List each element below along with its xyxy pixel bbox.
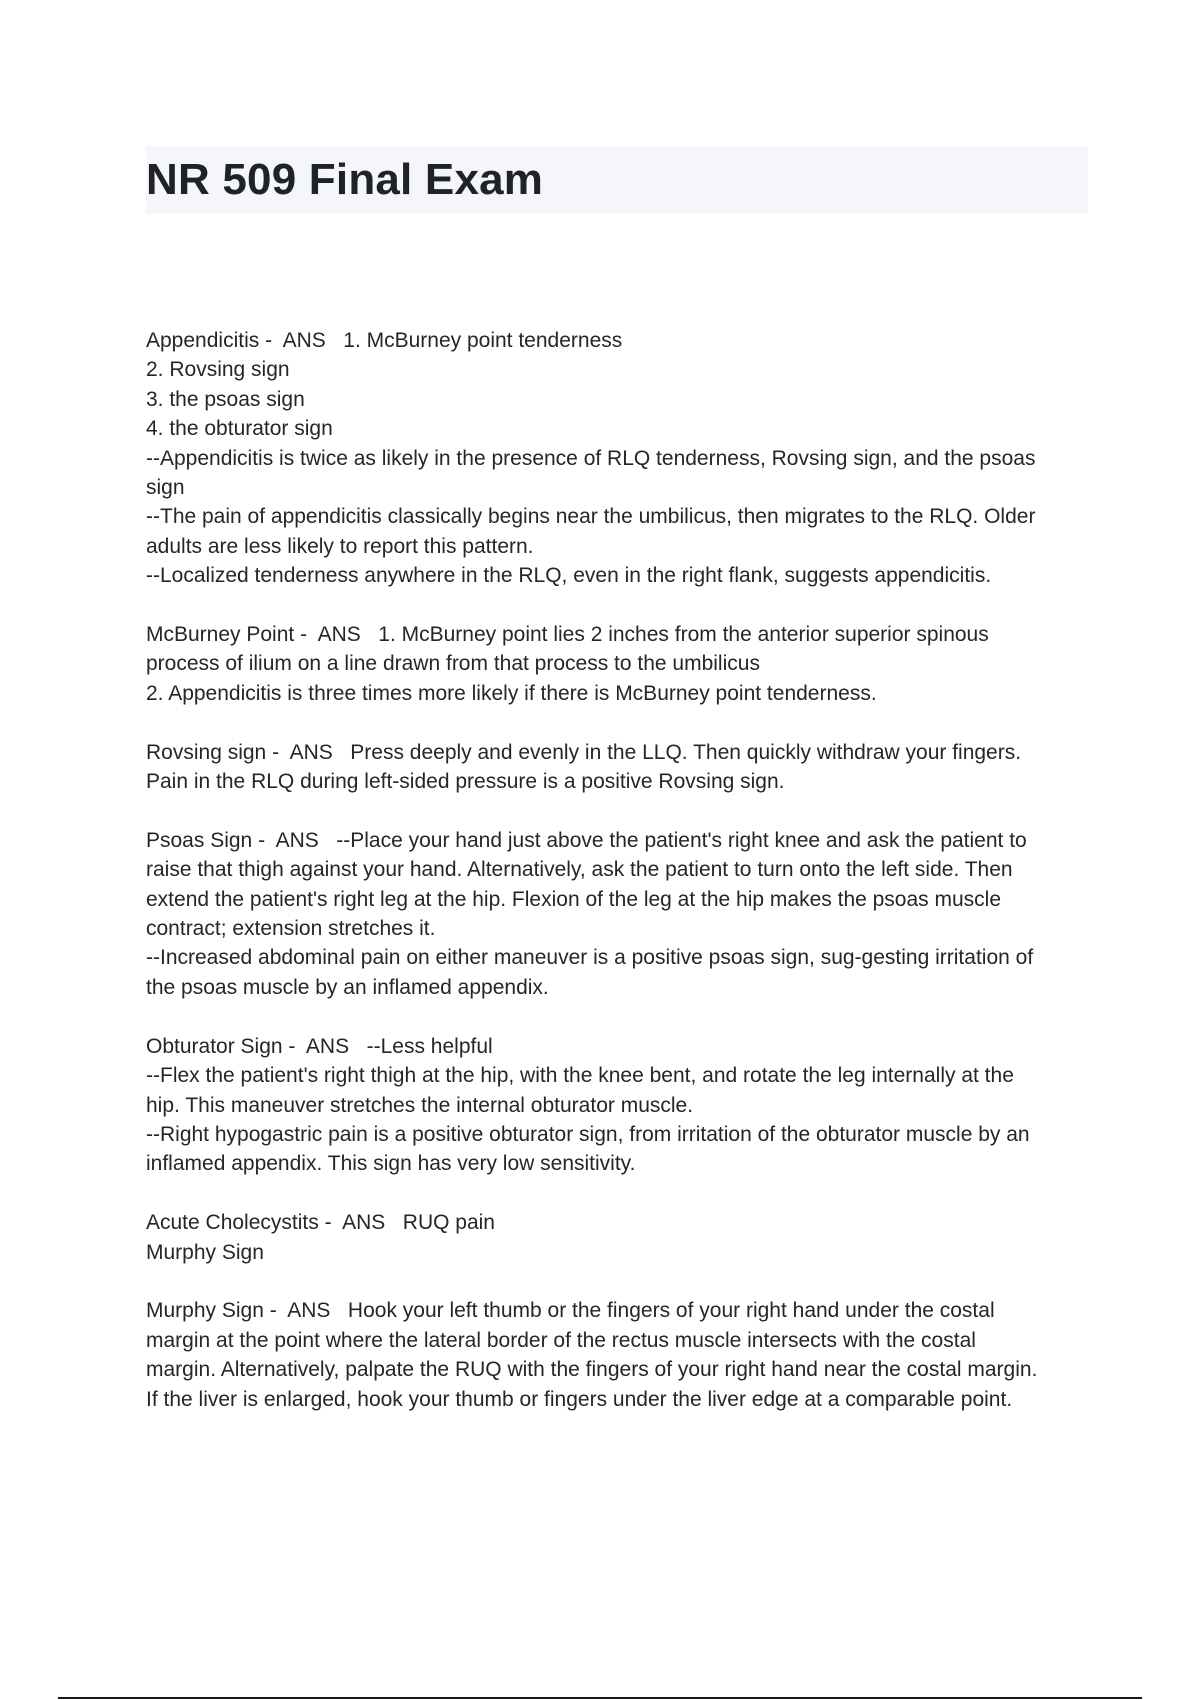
entry-text: 1. McBurney point tenderness: [343, 329, 623, 352]
entry-line: [146, 767, 1096, 796]
entry-text: --Localized tenderness anywhere in the RLQ, even in the right flank, suggests appendicitis.: [146, 564, 992, 588]
entry-line: [146, 355, 1096, 384]
entry-line: [146, 385, 1096, 414]
entry-text: margin at the point where the lateral border of the rectus muscle intersects with the costal: [146, 1328, 976, 1352]
flashcard-entry: [146, 326, 1096, 591]
entry-first-line: [146, 620, 1096, 649]
entry-text: --Less helpful: [366, 1034, 493, 1058]
entry-line: [146, 473, 1096, 502]
entry-term: Appendicitis: [146, 329, 260, 352]
entry-line: [146, 1385, 1096, 1414]
entry-term: Psoas Sign: [146, 828, 253, 852]
entry-text: 2. Appendicitis is three times more likely if there is McBurney point tenderness.: [146, 681, 877, 705]
answer-label: - ANS: [259, 329, 344, 352]
page-title: NR 509 Final Exam: [146, 155, 544, 204]
entry-line: [146, 943, 1096, 972]
entry-text: Press deeply and evenly in the LLQ. Then quickly withdraw your fingers.: [350, 740, 1022, 764]
entry-line: [146, 414, 1096, 443]
entry-first-line: [146, 1208, 1096, 1237]
entry-term: Murphy Sign: [146, 1299, 264, 1323]
flashcard-entry: [146, 1296, 1096, 1414]
entry-term: Obturator Sign: [146, 1034, 283, 1058]
answer-label: - ANS: [266, 740, 351, 764]
flashcard-entry: [146, 1208, 1096, 1267]
entry-text: 2. Rovsing sign: [146, 358, 290, 382]
flashcard-entry: [146, 1032, 1096, 1179]
entry-line: [146, 1238, 1096, 1267]
entry-line: [146, 679, 1096, 708]
flashcard-entry: [146, 738, 1096, 797]
entry-term: McBurney Point: [146, 623, 295, 647]
entry-text: 1. McBurney point lies 2 inches from the anterior superior spinous: [378, 623, 989, 647]
entry-first-line: [146, 326, 1096, 355]
entry-text: --Flex the patient's right thigh at the hip, with the knee bent, and rotate the leg internally at the: [146, 1064, 1014, 1088]
answer-label: - ANS: [263, 1299, 348, 1323]
entry-line: [146, 561, 1096, 590]
entry-first-line: [146, 826, 1096, 855]
entry-line: [146, 649, 1096, 678]
entry-line: [146, 1091, 1096, 1120]
entry-term: Rovsing sign: [146, 740, 267, 764]
flashcard-entry: [146, 620, 1096, 708]
entry-line: [146, 914, 1096, 943]
answer-label: - ANS: [252, 828, 337, 852]
flashcard-entry: [146, 826, 1096, 1002]
entry-text: --Right hypogastric pain is a positive obturator sign, from irritation of the obturator muscle by an: [146, 1122, 1030, 1146]
entry-line: [146, 1355, 1096, 1384]
flashcard-list: [146, 326, 1096, 1443]
entry-text: inflamed appendix. This sign has very low sensitivity.: [146, 1152, 636, 1176]
entry-text: --Place your hand just above the patient's right knee and ask the patient to: [336, 828, 1027, 852]
footer-rule: [58, 1697, 1142, 1699]
entry-text: contract; extension stretches it.: [146, 917, 436, 941]
entry-text: Hook your left thumb or the fingers of your right hand under the costal: [347, 1299, 995, 1323]
entry-text: RUQ pain: [402, 1211, 495, 1235]
entry-line: [146, 1120, 1096, 1149]
entry-text: the psoas muscle by an inflamed appendix.: [146, 975, 549, 999]
entry-text: process of ilium on a line drawn from that process to the umbilicus: [146, 652, 760, 676]
entry-first-line: [146, 738, 1096, 767]
entry-text: If the liver is enlarged, hook your thumb or fingers under the liver edge at a comparable point.: [146, 1387, 1013, 1411]
entry-text: margin. Alternatively, palpate the RUQ with the fingers of your right hand near the costal margin.: [146, 1358, 1038, 1382]
answer-label: - ANS: [294, 623, 379, 647]
entry-line: [146, 444, 1096, 473]
entry-line: [146, 1061, 1096, 1090]
entry-line: [146, 1326, 1096, 1355]
entry-first-line: [146, 1032, 1096, 1061]
entry-text: hip. This maneuver stretches the internal obturator muscle.: [146, 1093, 694, 1117]
entry-line: [146, 502, 1096, 531]
entry-text: 3. the psoas sign: [146, 387, 305, 411]
entry-first-line: [146, 1296, 1096, 1325]
entry-text: extend the patient's right leg at the hip. Flexion of the leg at the hip makes the psoas muscle: [146, 887, 1002, 911]
entry-line: [146, 1149, 1096, 1178]
answer-label: - ANS: [282, 1034, 367, 1058]
entry-term: Acute Cholecystits: [146, 1211, 319, 1235]
answer-label: - ANS: [318, 1211, 403, 1235]
entry-text: sign: [146, 476, 185, 500]
entry-text: 4. the obturator sign: [146, 417, 333, 441]
entry-text: --The pain of appendicitis classically begins near the umbilicus, then migrates to the RLQ. Older: [146, 505, 1036, 529]
entry-line: [146, 885, 1096, 914]
entry-line: [146, 973, 1096, 1002]
entry-text: --Appendicitis is twice as likely in the presence of RLQ tenderness, Rovsing sign, and the psoas: [146, 446, 1036, 470]
entry-text: adults are less likely to report this pattern.: [146, 534, 534, 558]
entry-text: raise that thigh against your hand. Alternatively, ask the patient to turn onto the left side. Then: [146, 858, 1013, 882]
entry-text: --Increased abdominal pain on either maneuver is a positive psoas sign, sug-gesting irritation of: [146, 946, 1034, 970]
entry-text: Pain in the RLQ during left-sided pressure is a positive Rovsing sign.: [146, 770, 785, 794]
entry-line: [146, 532, 1096, 561]
entry-text: Murphy Sign: [146, 1240, 264, 1264]
entry-line: [146, 855, 1096, 884]
